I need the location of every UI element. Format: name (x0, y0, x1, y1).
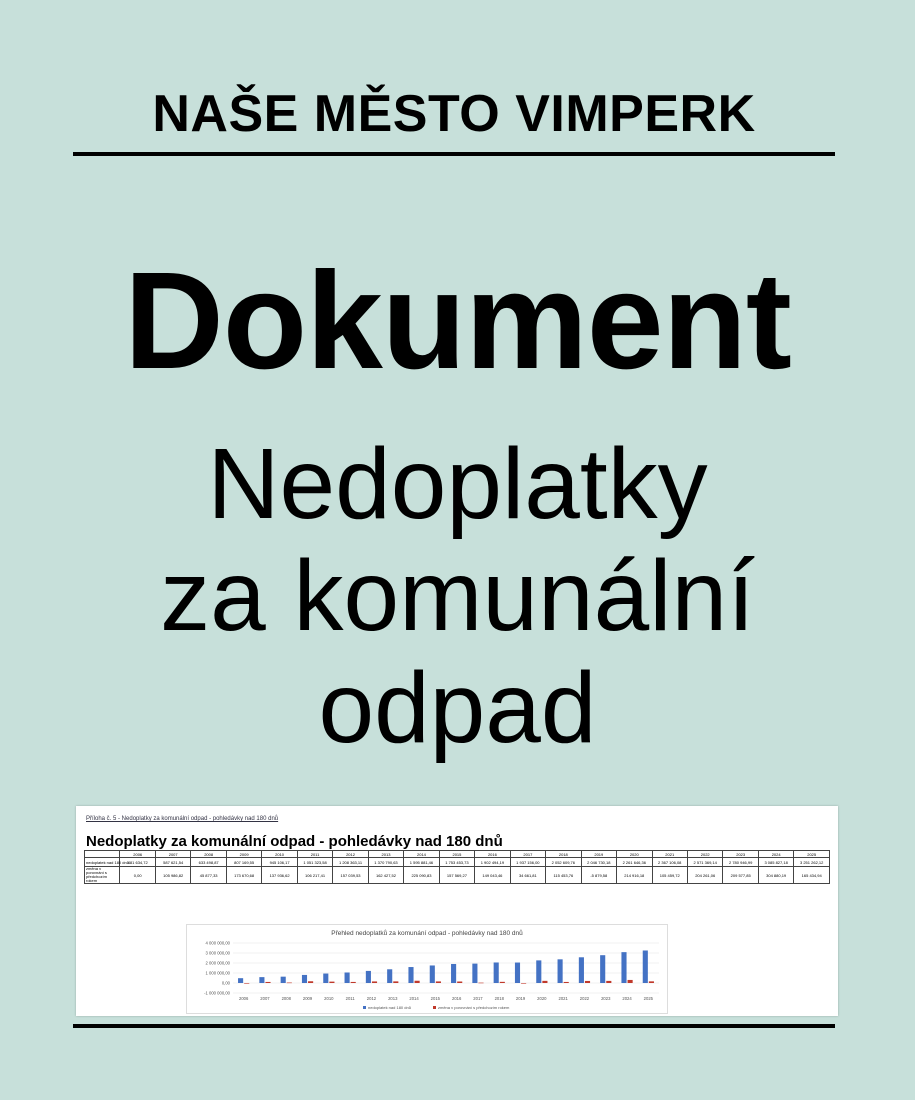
bar-nedoplatek (323, 974, 328, 983)
bottom-rule (73, 1024, 835, 1028)
table-year-header: 2008 (191, 851, 226, 858)
legend-swatch (433, 1006, 436, 1009)
document-subtitle (0, 428, 915, 764)
table-cell: 157 569,27 (439, 867, 474, 884)
table-year-header: 2019 (581, 851, 616, 858)
bar-nedoplatek (536, 960, 541, 983)
bar-zmena (628, 980, 633, 983)
bar-nedoplatek (472, 964, 477, 983)
bar-nedoplatek (643, 950, 648, 983)
y-tick-label: 2 000 000,00 (205, 960, 230, 966)
table-cell: 807 169,55 (226, 858, 261, 867)
table-cell: 304 880,19 (758, 867, 793, 884)
table-header-row (85, 851, 830, 858)
table-cell: 633 498,87 (191, 858, 226, 867)
bar-nedoplatek (387, 969, 392, 983)
table-cell: 137 936,62 (262, 867, 297, 884)
bar-zmena (372, 981, 377, 983)
table-year-header: 2025 (794, 851, 830, 858)
table-cell: 2 261 646,36 (617, 858, 652, 867)
x-tick-label: 2016 (451, 996, 462, 1001)
bar-nedoplatek (408, 967, 413, 983)
table-cell: 481 634,72 (120, 858, 155, 867)
table-year-header: 2011 (297, 851, 332, 858)
bar-nedoplatek (515, 963, 520, 983)
x-tick-label: 2010 (324, 996, 334, 1001)
table-year-header: 2007 (155, 851, 190, 858)
bar-nedoplatek (259, 977, 264, 983)
table-corner-cell (85, 851, 120, 858)
subtitle-line-3: odpad (318, 652, 597, 764)
table-year-header: 2020 (617, 851, 652, 858)
bar-zmena (287, 983, 292, 984)
x-tick-label: 2021 (558, 996, 568, 1001)
x-tick-label: 2011 (345, 996, 355, 1001)
table-cell: -5 879,58 (581, 867, 616, 884)
table-cell: 162 427,52 (368, 867, 403, 884)
bar-nedoplatek (621, 952, 626, 983)
table-year-header: 2009 (226, 851, 261, 858)
legend-swatch (363, 1006, 366, 1009)
x-tick-label: 2022 (579, 996, 590, 1001)
subtitle-line-1: Nedoplatky (207, 428, 708, 540)
table-cell: 3 251 262,12 (794, 858, 830, 867)
bar-zmena (606, 981, 611, 983)
table-cell: 1 595 881,46 (404, 858, 439, 867)
table-cell: 2 367 106,08 (652, 858, 687, 867)
y-tick-label: 1 000 000,00 (205, 970, 230, 976)
bar-zmena (244, 983, 249, 984)
table-year-header: 2014 (404, 851, 439, 858)
bar-zmena (308, 981, 313, 983)
y-tick-label: 3 000 000,00 (205, 950, 230, 956)
table-cell: 3 085 827,18 (758, 858, 793, 867)
table-year-header: 2012 (333, 851, 368, 858)
bar-zmena (564, 982, 569, 983)
masthead-title: NAŠE MĚSTO VIMPERK (152, 85, 756, 143)
table-cell: 106 217,41 (297, 867, 332, 884)
table-cell: 945 106,17 (262, 858, 297, 867)
bar-nedoplatek (345, 972, 350, 983)
table-cell: 204 261,06 (687, 867, 722, 884)
bar-nedoplatek (238, 978, 243, 983)
masthead-underline (73, 152, 835, 156)
bar-chart (187, 925, 667, 1013)
table-cell: 214 916,18 (617, 867, 652, 884)
table-cell: 209 577,85 (723, 867, 758, 884)
x-tick-label: 2019 (515, 996, 526, 1001)
x-tick-label: 2025 (643, 996, 654, 1001)
table-row (85, 867, 830, 884)
table-cell: 34 661,81 (510, 867, 545, 884)
x-tick-label: 2006 (238, 996, 249, 1001)
bar-zmena (585, 981, 590, 983)
table-cell: 157 039,53 (333, 867, 368, 884)
table-cell: 173 670,68 (226, 867, 261, 884)
table-cell: 225 090,83 (404, 867, 439, 884)
chart-container (186, 924, 668, 1014)
bar-nedoplatek (302, 975, 307, 983)
bar-zmena (649, 981, 654, 983)
bar-zmena (457, 982, 462, 983)
table-cell: 1 937 156,00 (510, 858, 545, 867)
x-tick-label: 2018 (494, 996, 504, 1001)
table-cell: 2 046 730,18 (581, 858, 616, 867)
table-cell: 0,00 (120, 867, 155, 884)
x-tick-label: 2015 (430, 996, 441, 1001)
x-tick-label: 2014 (409, 996, 419, 1001)
bar-nedoplatek (430, 965, 435, 983)
table-cell: 105 459,72 (652, 867, 687, 884)
table-cell: 1 051 323,58 (297, 858, 332, 867)
bar-zmena (436, 981, 441, 983)
bar-zmena (393, 981, 398, 983)
y-tick-label: -1 000 000,00 (204, 990, 230, 996)
x-tick-label: 2023 (601, 996, 611, 1001)
chart-title: Přehled nedoplatků za komunání odpad - pohledávky nad 180 dnů (331, 930, 523, 937)
table-cell: 1 370 790,63 (368, 858, 403, 867)
row-label: nedoplatek nad 180 dnů (86, 859, 129, 865)
x-tick-label: 2020 (537, 996, 547, 1001)
table-cell: 2 780 946,99 (723, 858, 758, 867)
table-year-header: 2023 (723, 851, 758, 858)
annex-label: Příloha č. 5 - Nedoplatky za komunální odpad - pohledávky nad 180 dnů (86, 816, 279, 822)
table-year-header: 2013 (368, 851, 403, 858)
table-cell: 1 902 494,19 (475, 858, 510, 867)
bar-zmena (542, 981, 547, 983)
table-cell: 45 877,33 (191, 867, 226, 884)
subtitle-line-2: za komunální (160, 540, 755, 652)
x-tick-label: 2007 (260, 996, 270, 1001)
table-year-header: 2022 (687, 851, 722, 858)
table-cell: 115 453,76 (546, 867, 581, 884)
bar-zmena (521, 983, 526, 984)
x-tick-label: 2024 (622, 996, 632, 1001)
table-year-header: 2021 (652, 851, 687, 858)
bar-nedoplatek (366, 971, 371, 983)
bar-nedoplatek (600, 955, 605, 983)
table-row (85, 858, 830, 867)
bar-zmena (351, 982, 356, 983)
table-year-header: 2024 (758, 851, 793, 858)
table-cell: 1 753 453,73 (439, 858, 474, 867)
table-cell: 105 986,82 (155, 867, 190, 884)
bar-nedoplatek (281, 977, 286, 983)
table-cell: 587 621,54 (155, 858, 190, 867)
table-year-header: 2018 (546, 851, 581, 858)
bar-nedoplatek (558, 959, 563, 983)
x-tick-label: 2008 (281, 996, 291, 1001)
bar-zmena (265, 982, 270, 983)
table-year-header: 2010 (262, 851, 297, 858)
row-label: změna v porovnání s předchozím rokem (85, 867, 120, 884)
bar-zmena (478, 983, 483, 984)
bar-zmena (500, 982, 505, 983)
x-tick-label: 2009 (302, 996, 313, 1001)
table-cell: 149 043,46 (475, 867, 510, 884)
table-year-header: 2015 (439, 851, 474, 858)
table-year-header: 2017 (510, 851, 545, 858)
x-tick-label: 2017 (473, 996, 483, 1001)
y-tick-label: 4 000 000,00 (205, 940, 230, 946)
bar-nedoplatek (494, 962, 499, 983)
x-tick-label: 2012 (366, 996, 377, 1001)
table-year-header: 2006 (120, 851, 155, 858)
bar-nedoplatek (579, 957, 584, 983)
table-cell: 2 052 609,76 (546, 858, 581, 867)
data-table (84, 850, 830, 884)
document-preview (76, 806, 838, 1016)
x-tick-label: 2013 (388, 996, 398, 1001)
table-cell: 2 571 369,14 (687, 858, 722, 867)
bar-zmena (329, 982, 334, 983)
document-preview-title: Nedoplatky za komunální odpad - pohledávky nad 180 dnů (86, 833, 503, 850)
table-cell: 1 208 363,11 (333, 858, 368, 867)
legend-entry: nedoplatek nad 180 dnů (368, 1005, 411, 1010)
legend-entry: změna v porovnání s předchozím rokem (438, 1005, 510, 1010)
table-cell: 165 434,94 (794, 867, 830, 884)
bar-zmena (415, 981, 420, 983)
bar-nedoplatek (451, 964, 456, 983)
table-year-header: 2016 (475, 851, 510, 858)
y-tick-label: 0,00 (221, 980, 230, 986)
document-heading: Dokument (124, 244, 791, 398)
